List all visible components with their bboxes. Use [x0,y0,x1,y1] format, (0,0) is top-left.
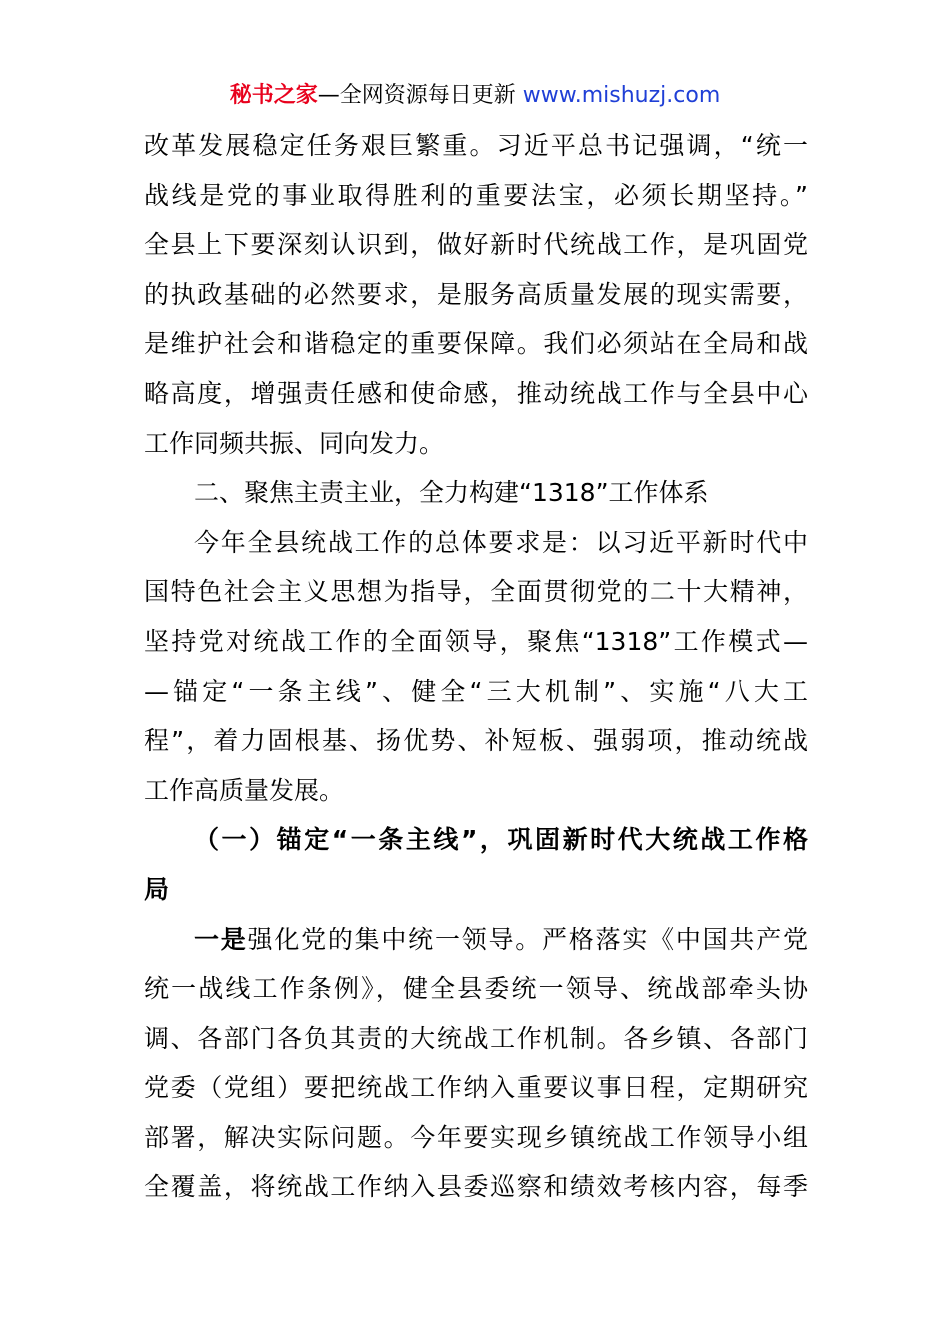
header-url[interactable]: www.mishuzj.com [522,83,721,108]
text-line: 是维护社会和谐稳定的重要保障。我们必须站在全局和战 [144,329,808,359]
section-heading: 二、聚焦主责主业，全力构建“1318”工作体系 [194,478,709,508]
text-line: 国特色社会主义思想为指导，全面贯彻党的二十大精神， [144,577,808,607]
text-line: 部署，解决实际问题。今年要实现乡镇统战工作领导小组 [144,1122,808,1152]
text-line: 工作高质量发展。 [144,775,345,805]
lead-in-marker: 一是 [194,924,248,954]
text-line-content: 强化党的集中统一领导。严格落实《中国共产党 [247,924,808,954]
page-header [0,80,950,112]
subsection-heading: （一）锚定“一条主线”，巩固新时代大统战工作格 [194,825,808,855]
text-line [144,915,808,965]
header-brand: 秘书之家 [229,83,318,108]
text-line: 工作同频共振、同向发力。 [144,428,445,458]
text-line: 全县上下要深刻认识到，做好新时代统战工作，是巩固党 [144,230,808,260]
text-line: 的执政基础的必然要求，是服务高质量发展的现实需要， [144,279,808,309]
text-line: 调、各部门各负其责的大统战工作机制。各乡镇、各部门 [144,1023,808,1053]
text-line: 略高度，增强责任感和使命感，推动统战工作与全县中心 [144,378,808,408]
text-line: 坚持党对统战工作的全面领导，聚焦“1318”工作模式— [144,626,808,656]
document-body [144,121,808,1212]
text-line: 统一战线工作条例》，健全县委统一领导、统战部牵头协 [144,974,808,1004]
text-line: —锚定“一条主线”、健全“三大机制”、实施“八大工 [144,676,808,706]
text-line: 今年全县统战工作的总体要求是：以习近平新时代中 [194,527,808,557]
header-tagline: —全网资源每日更新 [317,83,516,108]
text-line: 改革发展稳定任务艰巨繁重。习近平总书记强调，“统一 [144,131,808,160]
text-line: 程”，着力固根基、扬优势、补短板、强弱项，推动统战 [144,726,808,756]
text-line: 战线是党的事业取得胜利的重要法宝，必须长期坚持。” [144,180,808,210]
text-line: 党委（党组）要把统战工作纳入重要议事日程，定期研究 [144,1073,808,1103]
subsection-heading-continued: 局 [144,874,170,904]
text-line: 全覆盖，将统战工作纳入县委巡察和绩效考核内容，每季 [144,1172,808,1202]
